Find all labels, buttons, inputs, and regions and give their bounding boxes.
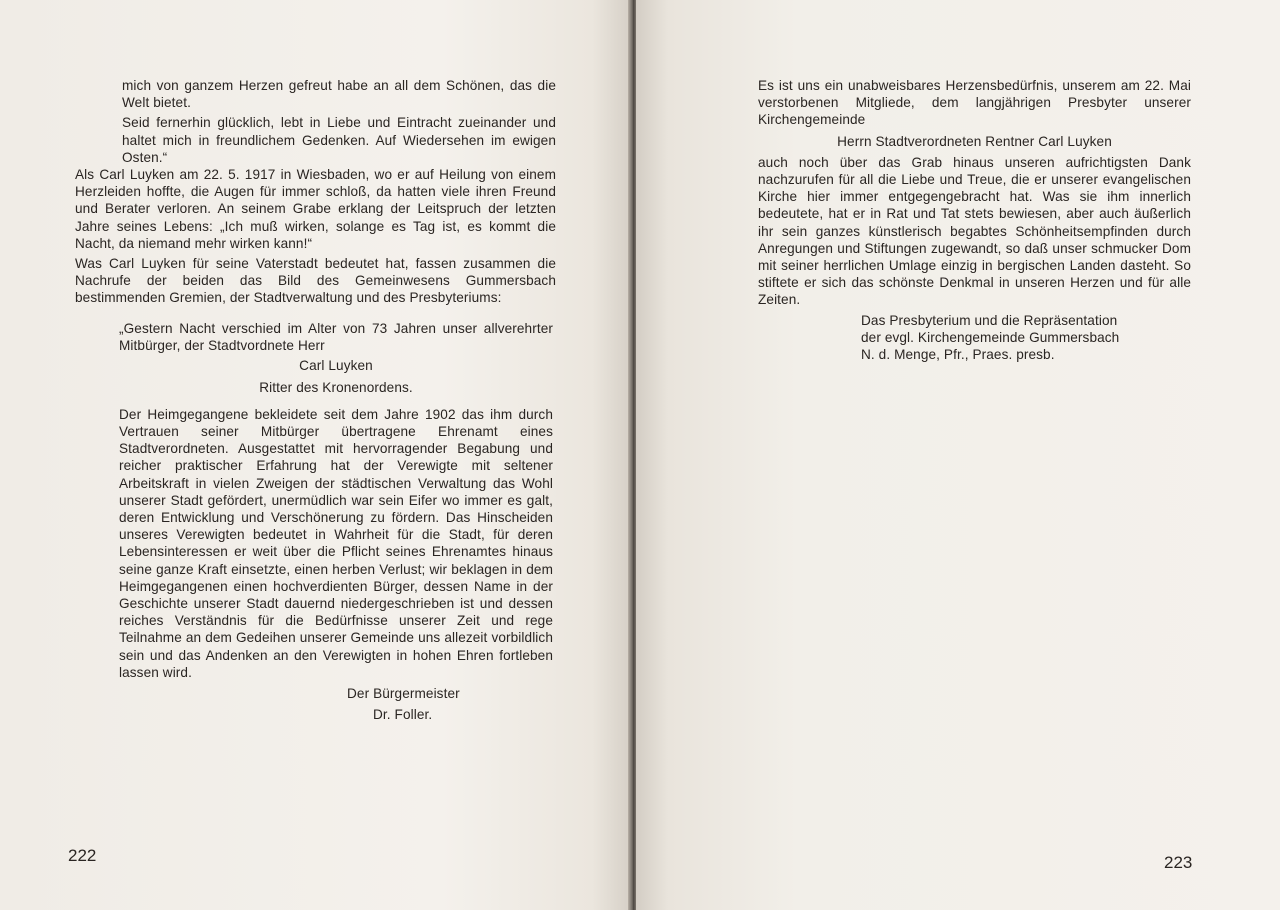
closing-letter-farewell: Seid fernerhin glücklich, lebt in Liebe und Eintracht zueinander und haltet mich in freundlichem Gedenken. Auf Wiedersehen im ewigen Osten.“ [122, 115, 556, 165]
church-obituary [758, 77, 1191, 363]
left-page [0, 0, 630, 910]
page-number-left: 222 [68, 846, 97, 865]
church-signature-line-1: Das Presbyterium und die Repräsentation [861, 312, 1118, 328]
left-text-block-top [122, 77, 556, 166]
signature-name: Dr. Foller. [373, 707, 433, 723]
church-signature-line-3: N. d. Menge, Pfr., Praes. presb. [861, 347, 1055, 363]
church-signature-line-2: der evgl. Kirchengemeinde Gummersbach [861, 329, 1120, 345]
death-paragraph: Als Carl Luyken am 22. 5. 1917 in Wiesbaden, wo er auf Heilung von einem Herzleiden hoffte, die Augen für immer schloß, da hatten viele ihren Freund und Berater verloren. An seinem Grabe erklang der Leitspruch der letzten Jahre seines Lebens: „Ich muß wirken, solange es Tag ist, es kommt die Nacht, da niemand mehr wirken kann!“ [75, 167, 556, 251]
closing-letter-line: mich von ganzem Herzen gefreut habe an all dem Schönen, das die Welt bietet. [122, 78, 556, 111]
church-body-paragraph: auch noch über das Grab hinaus unseren aufrichtigsten Dank nachzurufen für all die Liebe und Treue, die er unserer evangelischen Kirche hier immer entgegengebracht hat. Was sie ihm innerlich bedeutete, hat er in Rat und Tat stets bewiesen, aber auch äußerlich ihr sein ganzes künstlerisch begabtes Schönheitsempfinden durch Anregungen und Stiftungen zugewandt, so daß unser schmucker Dom mit seiner herrlichen Umlage einzig in bergischen Landen dasteht. So stiftete er sich das schönste Denkmal in unseren Herzen und für alle Zeiten. [758, 154, 1191, 308]
obituary-name: Carl Luyken [299, 358, 373, 374]
signature-role: Der Bürgermeister [347, 686, 460, 702]
church-intro-paragraph: Es ist uns ein unabweisbares Herzensbedürfnis, unserem am 22. Mai verstorbenen Mitgliede, dem langjährigen Presbyter unserer Kirchengemeinde [758, 78, 1191, 128]
honoree-line: Herrn Stadtverordneten Rentner Carl Luyken [837, 133, 1112, 149]
obituaries-intro-paragraph: Was Carl Luyken für seine Vaterstadt bedeutet hat, fassen zusammen die Nachrufe der beiden das Bild des Gemeinwesens Gummersbach bestimmenden Gremien, der Stadtverwaltung und des Presbyteriums: [75, 256, 556, 306]
obituary-body: Der Heimgegangene bekleidete seit dem Jahre 1902 das ihm durch Vertrauen seiner Mitbürger übertragene Ehrenamt eines Stadtverordneten. Ausgestattet mit hervorragender Begabung und reicher praktischer Erfahrung hat der Verewigte mit seltener Arbeitskraft in vielen Zweigen der städtischen Verwaltung das Wohl unserer Stadt gefördert, unermüdlich war sein Eifer wo immer es galt, deren Entwicklung und Verschönerung zu fördern. Das Hinscheiden unseres Verewigten bedeutet in Wahrheit für die Stadt, für deren Lebensinteressen er weit über die Pflicht seines Ehrenamtes hinaus seine ganze Kraft einsetzte, einen herben Verlust; wir beklagen in dem Heimgegangenen einen hochverdienten Bürger, dessen Name in der Geschichte unserer Stadt dauernd niedergeschrieben ist und dessen reiches Verständnis für die Bedürfnisse unserer Zeit und rege Teilnahme an dem Gedeihen unserer Gemeinde uns allezeit vorbildlich sein und das Andenken an den Verewigten in hohen Ehren fortleben lassen wird. [119, 406, 553, 680]
right-page [636, 0, 1280, 910]
page-number-right: 223 [1164, 853, 1193, 872]
left-text-block-main [75, 166, 556, 307]
obituary-intro: „Gestern Nacht verschied im Alter von 73 Jahren unser allverehrter Mitbürger, der Stadtvordnete Herr [119, 321, 553, 354]
obituary-honor: Ritter des Kronenordens. [259, 379, 413, 395]
city-obituary [119, 320, 553, 723]
